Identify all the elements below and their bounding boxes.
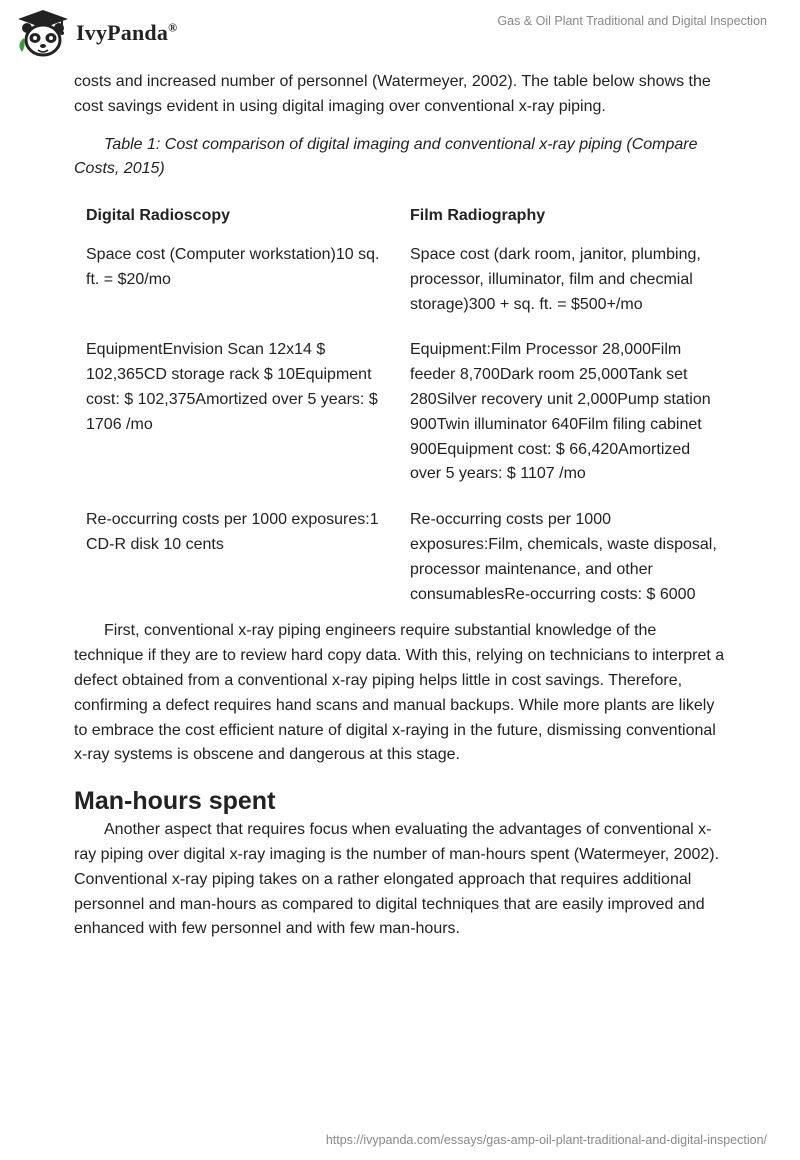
table-cell: Equipment:Film Processor 28,000Film feeder 8,700Dark room 25,000Tank set 280Silver recovery unit 2,000Pump station 900Twin illuminator 640Film filing cabinet 900Equipment cost: $ 66,420Amortized over 5 years: $ 1107 /mo	[410, 341, 711, 483]
ivypanda-logo[interactable]	[14, 8, 177, 58]
table-cell: Space cost (Computer workstation)10 sq. ft. = $20/mo	[86, 245, 380, 288]
table-caption: Table 1: Cost comparison of digital imaging and conventional x-ray piping (Compare Costs, 2015)	[74, 135, 698, 178]
page-header	[0, 0, 800, 66]
section-paragraph: Another aspect that requires focus when evaluating the advantages of conventional x-ray piping over digital x-ray imaging is the number of man-hours spent (Watermeyer, 2002). Conventional x-ray piping takes on a rather elongated approach that requires additional personnel and man-hours as compared to digital techniques that are easily improved and enhanced with few personnel and with few man-hours.	[74, 821, 720, 938]
table-header-row	[74, 194, 734, 234]
section-heading: Man-hours spent	[74, 787, 276, 816]
table-cell: Space cost (dark room, janitor, plumbing, processor, illuminator, film and checmial storage)300 + sq. ft. = $500+/mo	[410, 245, 701, 313]
header-digital-radioscopy: Digital Radioscopy	[86, 207, 231, 225]
intro-paragraph: costs and increased number of personnel (Watermeyer, 2002). The table below shows the cost savings evident in using digital imaging over conventional x-ray piping.	[74, 73, 711, 115]
table-cell: Re-occurring costs per 1000 exposures:Film, chemicals, waste disposal, processor maintenance, and other consumablesRe-occurring costs: $ 6000	[410, 511, 717, 603]
table-row	[74, 499, 734, 619]
panda-graduate-icon	[14, 8, 72, 58]
logo-text: IvyPanda®	[76, 20, 178, 45]
essay-content	[74, 70, 730, 942]
registered-mark: ®	[168, 20, 178, 35]
table-row	[74, 234, 734, 329]
table-cell: Re-occurring costs per 1000 exposures:1 CD-R disk 10 cents	[86, 511, 379, 553]
cost-comparison-table	[74, 194, 734, 619]
source-url-link[interactable]: https://ivypanda.com/essays/gas-amp-oil-plant-traditional-and-digital-inspection/	[325, 1133, 767, 1147]
header-film-radiography: Film Radiography	[410, 207, 546, 225]
table-cell: EquipmentEnvision Scan 12x14 $ 102,365CD storage rack $ 10Equipment cost: $ 102,375Amortized over 5 years: $ 1706 /mo	[86, 341, 378, 433]
document-title: Gas & Oil Plant Traditional and Digital Inspection	[497, 14, 767, 28]
table-row	[74, 329, 734, 499]
paragraph-after-table: First, conventional x-ray piping engineers require substantial knowledge of the technique if they are to review hard copy data. With this, relying on technicians to interpret a defect obtained from a conventional x-ray piping helps little in cost savings. Therefore, confirming a defect requires hand scans and manual backups. While more plants are likely to embrace the cost efficient nature of digital x-raying in the future, dismissing conventional x-ray systems is obscene and dangerous at this stage.	[74, 622, 725, 764]
